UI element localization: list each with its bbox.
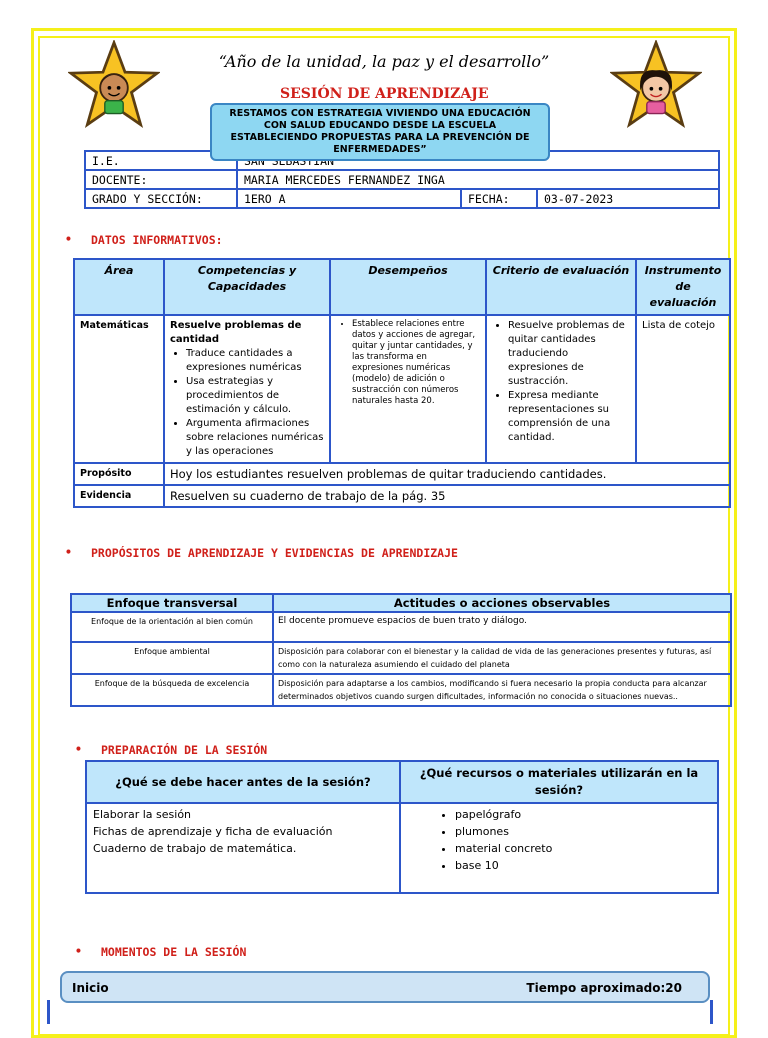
grado-label: GRADO Y SECCIÓN: <box>85 189 237 208</box>
actitud-cell: Disposición para colaborar con el bienestar y la calidad de vida de las generaciones presentes y futuras, así como con la naturaleza asumiendo el cuidado del planeta <box>273 642 731 674</box>
grado-value: 1ERO A <box>237 189 461 208</box>
bottom-table-borders <box>47 1000 713 1024</box>
proposito-label: Propósito <box>74 463 164 485</box>
tiempo-label: Tiempo aproximado:20 <box>526 981 682 995</box>
enfoque-cell: Enfoque ambiental <box>71 642 273 674</box>
inicio-bar <box>60 971 710 1003</box>
section-momentos: • MOMENTOS DE LA SESIÓN <box>75 944 247 959</box>
docente-value: MARIA MERCEDES FERNANDEZ INGA <box>237 170 719 189</box>
list-item: • plumones <box>455 823 711 840</box>
capacidades-list <box>170 347 324 459</box>
list-item: • papelógrafo <box>455 806 711 823</box>
table-row <box>71 612 731 642</box>
list-item: • material concreto <box>455 840 711 857</box>
t2-header-enfoque: Enfoque transversal <box>71 594 273 612</box>
t1-header-area: Área <box>74 259 164 315</box>
criterios-list <box>492 319 630 445</box>
list-item: • Traduce cantidades a expresiones numéricas <box>186 347 324 375</box>
list-item: Cuaderno de trabajo de matemática. <box>93 842 297 855</box>
list-item: • Expresa mediante representaciones su comprensión de una cantidad. <box>508 389 630 445</box>
area-value: Matemáticas <box>74 315 164 463</box>
evidencia-label: Evidencia <box>74 485 164 507</box>
info-row-grado <box>85 189 719 208</box>
actitud-cell: Disposición para adaptarse a los cambios, modificando si fuera necesario la propia conducta para alcanzar determinados objetivos cuando surgen dificultades, información no conocida o situaciones nuevas.. <box>273 674 731 706</box>
table-row <box>71 642 731 674</box>
t3-header-recursos: ¿Qué recursos o materiales utilizarán en la sesión? <box>400 761 718 803</box>
enfoque-cell: Enfoque de la búsqueda de excelencia <box>71 674 273 706</box>
fecha-label: FECHA: <box>461 189 537 208</box>
list-item: • Resuelve problemas de quitar cantidades traduciendo expresiones de sustracción. <box>508 319 630 389</box>
competencias-table <box>73 258 731 508</box>
motto: “Año de la unidad, la paz y el desarrollo” <box>218 52 550 71</box>
t3-header-antes: ¿Qué se debe hacer antes de la sesión? <box>86 761 400 803</box>
section-preparacion: • PREPARACIÓN DE LA SESIÓN <box>75 742 268 757</box>
bullet-icon: • <box>65 545 72 559</box>
ie-label: I.E. <box>85 151 237 170</box>
t1-header-desempenos: Desempeños <box>330 259 486 315</box>
t2-header-actitudes: Actitudes o acciones observables <box>273 594 731 612</box>
actitud-cell: El docente promueve espacios de buen trato y diálogo. <box>273 612 731 642</box>
table-row <box>71 674 731 706</box>
section-propositos: • PROPÓSITOS DE APRENDIZAJE Y EVIDENCIAS DE APRENDIZAJE <box>65 545 458 560</box>
enfoques-table <box>70 593 732 707</box>
docente-label: DOCENTE: <box>85 170 237 189</box>
recursos-list <box>407 806 711 874</box>
desempeno-text: • Establece relaciones entre datos y acciones de agregar, quitar y juntar cantidades, y las transforma en expresiones numéricas (modelo) de adición o sustracción con números naturales hasta 20. <box>352 319 480 407</box>
fecha-value: 03-07-2023 <box>537 189 719 208</box>
proposito-text: Hoy los estudiantes resuelven problemas de quitar traduciendo cantidades. <box>164 463 730 485</box>
section-datos: • DATOS INFORMATIVOS: <box>65 232 223 247</box>
list-item: Elaborar la sesión <box>93 808 192 821</box>
instrumento-value: Lista de cotejo <box>636 315 730 463</box>
session-banner: RESTAMOS CON ESTRATEGIA VIVIENDO UNA EDUCACIÓN CON SALUD EDUCANDO DESDE LA ESCUELA ESTABLECIENDO PROPUESTAS PARA LA PREVENCIÓN DE ENFERMEDADES” <box>210 103 550 161</box>
inicio-label: Inicio <box>72 981 109 995</box>
competencia-title: Resuelve problemas de cantidad <box>170 320 302 345</box>
t1-header-criterio: Criterio de evaluación <box>486 259 636 315</box>
preparacion-table <box>85 760 719 894</box>
list-item: • base 10 <box>455 857 711 874</box>
list-item: • Usa estrategias y procedimientos de estimación y cálculo. <box>186 375 324 417</box>
enfoque-cell: Enfoque de la orientación al bien común <box>71 612 273 642</box>
t1-header-instrumento: Instrumento de evaluación <box>636 259 730 315</box>
info-row-docente <box>85 170 719 189</box>
bullet-icon: • <box>65 232 72 246</box>
t1-header-competencias: Competencias y Capacidades <box>164 259 330 315</box>
bullet-icon: • <box>75 742 82 756</box>
evidencia-text: Resuelven su cuaderno de trabajo de la pág. 35 <box>164 485 730 507</box>
list-item: Fichas de aprendizaje y ficha de evaluación <box>93 825 333 838</box>
session-title: SESIÓN DE APRENDIZAJE <box>280 86 489 102</box>
bullet-icon: • <box>75 944 82 958</box>
list-item: • Argumenta afirmaciones sobre relaciones numéricas y las operaciones <box>186 417 324 459</box>
